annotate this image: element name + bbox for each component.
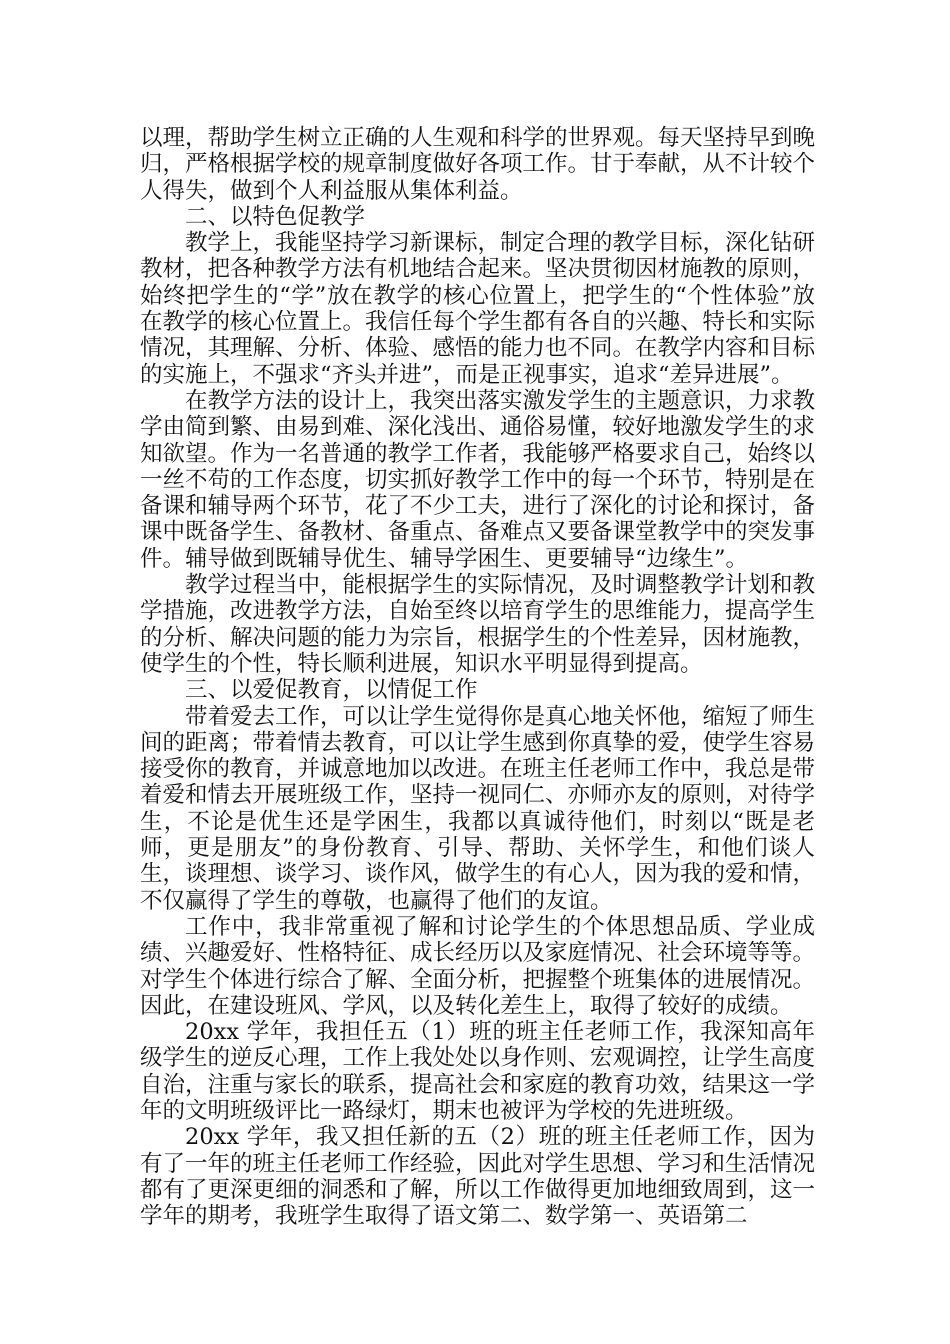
paragraph: 带着爱去工作，可以让学生觉得你是真心地关怀他，缩短了师生间的距离；带着情去教育，可以让学生感到你真挚的爱，使学生容易接受你的教育，并诚意地加以改进。在班主任老师工作中，我总是带着爱和情去开展班级工作，坚持一视同仁、亦师亦友的原则，对待学生，不论是优生还是学困生，我都以真诚待他们，时刻以“既是老师，更是朋友”的身份教育、引导、帮助、关怀学生，和他们谈人生，谈理想、谈学习、谈作风，做学生的有心人，因为我的爱和情，不仅赢得了学生的尊敬，也赢得了他们的友谊。: [140, 703, 816, 914]
paragraph: 教学上，我能坚持学习新课标，制定合理的教学目标，深化钻研教材，把各种教学方法有机地结合起来。坚决贯彻因材施教的原则，始终把学生的“学”放在教学的核心位置上，把学生的“个性体验”放在教学的核心位置上。我信任每个学生都有各自的兴趣、特长和实际情况，其理解、分析、体验、感悟的能力也不同。在教学内容和目标的实施上，不强求“齐头并进”，而是正视事实，追求“差异进展”。: [140, 230, 816, 388]
body-text: [140, 125, 815, 1229]
paragraph: 工作中，我非常重视了解和讨论学生的个体思想品质、学业成绩、兴趣爱好、性格特征、成长经历以及家庭情况、社会环境等等。对学生个体进行综合了解、全面分析，把握整个班集体的进展情况。因此，在建设班风、学风，以及转化差生上，取得了较好的成绩。: [140, 913, 816, 1019]
paragraph-continued: 以理，帮助学生树立正确的人生观和科学的世界观。每天坚持早到晚归，严格根据学校的规章制度做好各项工作。甘于奉献，从不计较个人得失，做到个人利益服从集体利益。: [140, 125, 816, 204]
section-heading-3: 三、以爱促教育，以情促工作: [185, 677, 478, 704]
paragraph: 在教学方法的设计上，我突出落实激发学生的主题意识，力求教学由简到繁、由易到难、深化浅出、通俗易懂，较好地激发学生的求知欲望。作为一名普通的教学工作者，我能够严格要求自己，始终以一丝不苟的工作态度，切实抓好教学工作中的每一个环节，特别是在备课和辅导两个环节，花了不少工夫，进行了深化的讨论和探讨，备课中既备学生、备教材、备重点、备难点又要备课堂教学中的突发事件。辅导做到既辅导优生、辅导学困生、更要辅导“边缘生”。: [140, 387, 816, 572]
paragraph: 教学过程当中，能根据学生的实际情况，及时调整教学计划和教学措施，改进教学方法，自始至终以培育学生的思维能力，提高学生的分析、解决问题的能力为宗旨，根据学生的个性差异，因材施教，使学生的个性，特长顺利进展，知识水平明显得到提高。: [140, 572, 816, 677]
paragraph: 20xx 学年，我担任五（1）班的班主任老师工作，我深知高年级学生的逆反心理，工作上我处处以身作则、宏观调控，让学生高度自治，注重与家长的联系，提高社会和家庭的教育功效，结果这一学年的文明班级评比一路绿灯，期末也被评为学校的先进班级。: [140, 1019, 816, 1124]
paragraph: 20xx 学年，我又担任新的五（2）班的班主任老师工作，因为有了一年的班主任老师工作经验，因此对学生思想、学习和生活情况都有了更深更细的洞悉和了解，所以工作做得更加地细致周到，这一学年的期考，我班学生取得了语文第二、数学第一、英语第二: [140, 1124, 816, 1230]
section-heading-2: 二、以特色促教学: [185, 203, 366, 230]
